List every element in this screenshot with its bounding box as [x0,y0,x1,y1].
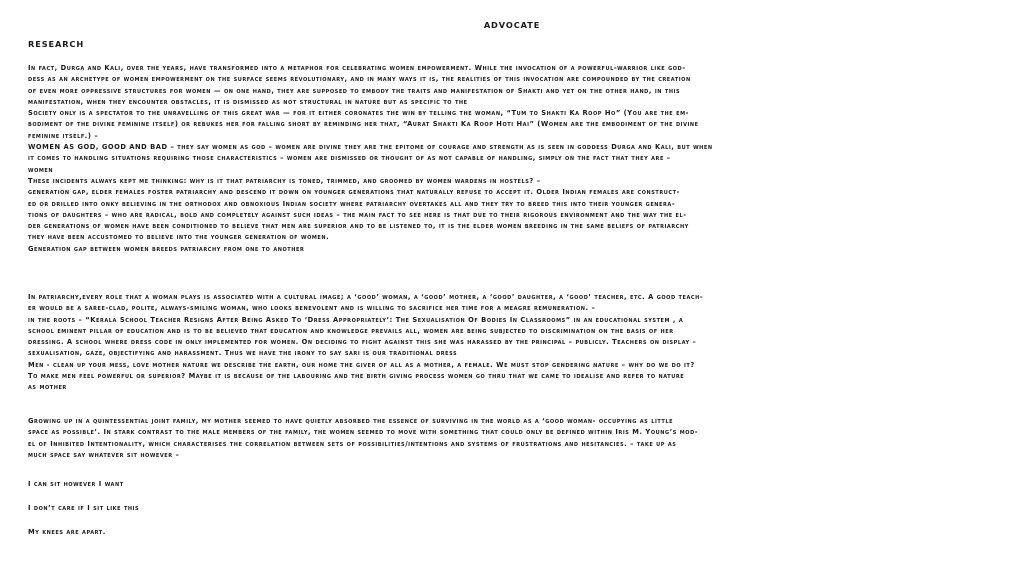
text-line: Men - clean up your mess, love mother nature we describe the earth, our home the giver of all as a mother, a female. We must stop gendering nature – why do we do it? [28,360,695,369]
section-heading: RESEARCH [28,39,85,49]
text-line: sexualisation, gaze, objectifying and harassment. Thus we have the irony to say sari is our traditional dress [28,349,458,358]
text-line: Growing up in a quintessential joint family, my mother seemed to have quietly absorbed the essence of surviving in the world as a ‘good woman- occupying as little [28,417,674,425]
text-line: WOMEN AS GOD, GOOD AND BAD – they say women as god – women are divine they are the epitome of courage and strength as is seen in goddess Durga and Kali, but when [28,143,713,152]
paragraph-1 [28,63,996,255]
text-line: feminine itself.) – [28,131,99,140]
text-line: generation gap, elder females foster patriarchy and descend it down on younger generations that naturally refuse to accept it. Older Indian females are construct- [28,188,680,197]
paragraph-2 [28,292,996,394]
text-line: bodiment of the divine feminine itself) or rebukes her for falling short by reminding her that, “Aurat Shakti Ka Roop Hoti Hai” (Women are the embodiment of the divine [28,120,699,129]
text-line: Generation gap between women breeds patriarchy from one to another [28,244,305,253]
text-line: el of Inhibited Intentionality, which characterises the correlation between sets of possibilities/intentions and systems of frustrations and hesitancies. – take up as [28,439,677,448]
text-line: tions of daughters – who are radical, bold and completely against such ideas – the main fact to see here is that due to their rigorous environment and the way the el- [28,210,687,219]
text-line: school eminent pillar of education and is to be believed that education and knowledge prevails all, women are being subjected to discrimination on the basis of her [28,326,674,335]
text-line: of even more oppressive structures for women — on one hand, they are supposed to embody the traits and manifestation of Shakti and yet on the other hand, in this [28,86,681,95]
text-line: To make men feel powerful or superior? Maybe it is because of the labouring and the birth giving process women go thru that we came to idealise and refer to nature [28,372,685,381]
text-line: Society only is a spectator to the unravelling of this great war — for it either coronates the win by telling the woman, “Tum to Shakti Ka Roop Ho” (You are the em- [28,109,689,118]
statement-line-2: I don’t care if I sit like this [28,504,140,512]
text-line: much space say whatever sit however – [28,450,180,459]
paragraph-3 [28,416,996,461]
text-line: women [28,165,54,174]
text-line: in the roots – “Kerala School Teacher Resigns After Being Asked To ‘Dress Appropriately’: The Sexualisation Of Bodies In Classrooms” in an educational system , a [28,315,684,324]
text-line: it comes to handling situations requiring those characteristics – women are dismissed or thought of as not capable of handling, simply on the fact that they are – [28,154,671,163]
text-line: dess as an archetype of women empowerment on the surface seems revolutionary, and in many ways it is, the realities of this invocation are compounded by the creation [28,75,691,84]
text-line: er would be a saree-clad, polite, always-smiling woman, who looks benevolent and is willing to sacrifice her time for a meagre remuneration. – [28,304,596,313]
text-line: dressing. A school where dress code in only implemented for women. On deciding to fight against this she was harassed by the principal – publicly. Teachers on display – [28,338,697,347]
statement-line-3: My knees are apart. [28,528,106,536]
text-line: These incidents always kept me thinking: why is it that patriarchy is toned, trimmed, and groomed by women wardens in hostels? – [28,176,541,185]
text-line: as mother [28,383,67,392]
text-line: space as possible’. In stark contrast to the male members of the family, the women seemed to move with something that could only be defined within Iris M. Young’s mod- [28,428,699,437]
text-line: manifestation, when they encounter obstacles, it is dismissed as not structural in nature but as specific to the [28,97,468,106]
text-line: In patriarchy,every role that a woman plays is associated with a cultural image; a ‘good’ woman, a ‘good’ mother, a ‘good’ daughter, a ‘good’ teacher, etc. A good teach- [28,293,704,301]
text-line: In fact, Durga and Kali, over the years, have transformed into a metaphor for celebrating women empowerment. While the invocation of a powerful-warrior like god- [28,64,686,72]
statement-line-1: I can sit however I want [28,480,124,488]
text-line: they have been accustomed to believe into the younger generation of women. [28,233,330,242]
page-title: ADVOCATE [483,20,541,30]
document-page [28,0,996,576]
text-line: ed or drilled into onky believing in the orthodox and obnoxious Indian society where patriarchy overtakes all and they try to breed this into their younger genera- [28,199,676,208]
text-line: der generations of women have been conditioned to believe that men are superior and to be listened to, it is the elder women breeding in the same beliefs of patriarchy [28,222,689,231]
